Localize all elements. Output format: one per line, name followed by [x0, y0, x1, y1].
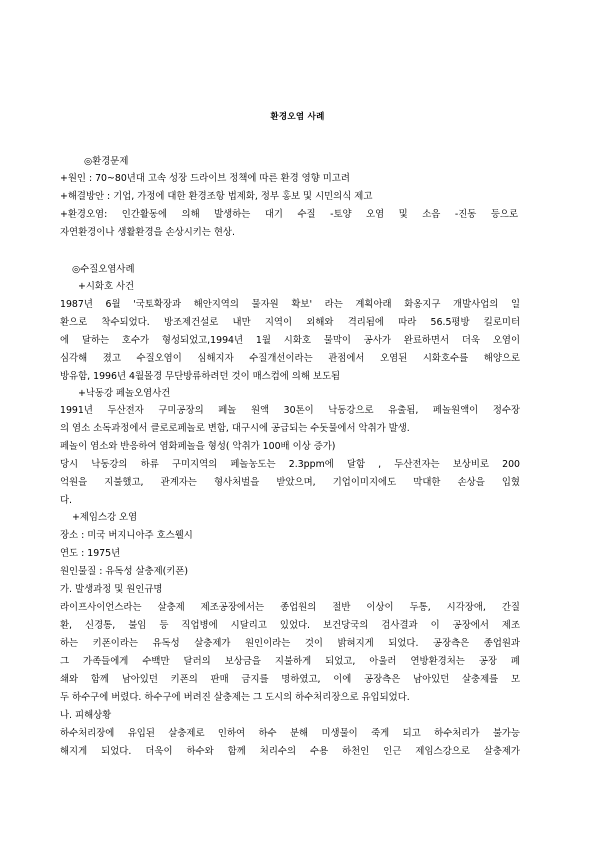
nakdong-line: 페놀이 염소와 반응하여 염화페놀을 형성( 악취가 100배 이상 증가) — [60, 441, 336, 452]
james-damage-heading: 나. 피해상황 — [60, 710, 112, 721]
james-damage-line: 해지게 되었다. 더욱이 하수와 함께 처리수의 수용 하천인 인근 제임스강으로 살충제가 — [60, 746, 520, 757]
nakdong-line: 당시 낙동강의 하류 구미지역의 페놀농도는 2.3ppm에 달함 , 두산전자는 보상비로 200 — [60, 459, 520, 470]
james-process-line: 쇄와 함께 남아있던 키폰의 판매 금지를 명하였고, 이에 공장측은 남아있던 살충제를 모 — [60, 674, 520, 685]
sihwa-heading: +시화호 사건 — [78, 281, 135, 292]
pollution-definition-line-1: +환경오염: 인간활동에 의해 발생하는 대기 수질 -토양 오염 및 소음 -진동 등으로 — [60, 209, 518, 220]
sihwa-line: 심각해 졌고 수질오염이 심해지자 수질개선이라는 관점에서 오염된 시화호수를 해양으로 — [60, 353, 520, 364]
nakdong-line: 억원을 지불했고, 관계자는 형사처벌을 받았으며, 기업이미지에도 막대한 손상을 입혔 — [60, 477, 520, 488]
james-process-line: 두 하수구에 버렸다. 하수구에 버려진 살충제는 그 도시의 하수처리장으로 유입되었다. — [60, 692, 410, 703]
section-heading-water: ◎수질오염사례 — [72, 264, 135, 275]
james-process-line: 라이프사이언스라는 살충제 제조공장에서는 종업원의 절반 이상이 두통, 시각장애, 간질 — [60, 602, 520, 613]
solution-line: +해결방안 : 기업, 가정에 대한 환경조항 법제화, 정부 홍보 및 시민의식 제고 — [60, 191, 373, 202]
james-substance: 원인물질 : 유독성 살충제(키폰) — [60, 566, 189, 577]
james-heading: +제임스강 오염 — [72, 512, 138, 523]
james-process-line: 하는 키폰이라는 유독성 살충제가 원인이라는 것이 밝혀지게 되었다. 공장측은 종업원과 — [60, 638, 520, 649]
james-year: 연도 : 1975년 — [60, 548, 121, 559]
james-process-heading: 가. 발생과정 및 원인규명 — [60, 584, 163, 595]
sihwa-line: 방유함, 1996년 4월몰경 무단방류하려던 것이 매스컴에 의해 보도됨 — [60, 371, 341, 382]
nakdong-line: 1991년 두산전자 구미공장의 페놀 원액 30톤이 낙동강으로 유출됨, 페놀원액이 정수장 — [60, 405, 520, 416]
sihwa-line: 환으로 착수되었다. 방조제건설로 내만 지역이 외해와 격리됨에 따라 56.5평방 킬로미터 — [60, 317, 520, 328]
james-place: 장소 : 미국 버지니아주 호스웰시 — [60, 530, 193, 541]
sihwa-line: 1987년 6월 '국토확장과 해안지역의 물자원 확보' 라는 계획아래 화옹지구 개발사업의 일 — [60, 299, 520, 310]
nakdong-line: 의 염소 소독과정에서 클로로페놀로 변함, 대구시에 공급되는 수돗물에서 악취가 발생. — [60, 423, 410, 434]
cause-line: +원인 : 70~80년대 고속 성장 드라이브 정책에 따른 환경 영향 미고려 — [60, 173, 350, 184]
nakdong-line: 다. — [60, 495, 73, 506]
pollution-definition-line-2: 자연환경이나 생활환경을 손상시키는 현상. — [60, 227, 235, 238]
section-heading-environment: ◎환경문제 — [84, 156, 129, 167]
james-process-line: 환, 신경통, 불임 등 직업병에 시달리고 있었다. 보건당국의 검사결과 이 공장에서 제조 — [60, 620, 520, 631]
sihwa-line: 에 달하는 호수가 형성되었고,1994년 1월 시화호 물막이 공사가 완료하면서 더욱 오염이 — [60, 335, 520, 346]
james-process-line: 그 가족들에게 수백만 달러의 보상금을 지불하게 되었고, 아울러 연방환경처는 공장 폐 — [60, 656, 520, 667]
james-damage-line: 하수처리장에 유입된 살충제로 인하여 하수 분해 미생물이 죽게 되고 하수처리가 불가능 — [60, 728, 520, 739]
page-title: 환경오염 사례 — [270, 112, 325, 122]
nakdong-heading: +낙동강 페놀오염사건 — [78, 388, 171, 399]
